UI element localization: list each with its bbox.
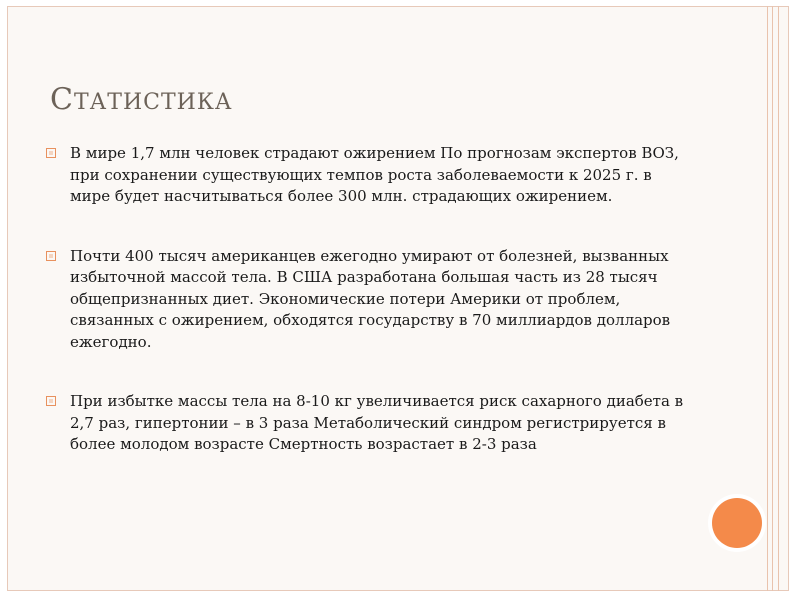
bullet-text: В мире 1,7 млн человек страдают ожирением По прогнозам экспертов ВОЗ, при сохранении существующих темпов роста заболеваемости к 2025 г. в мире будет насчитываться более 300 млн. страдающих ожирением. [70, 144, 679, 205]
bullet-text: Почти 400 тысяч американцев ежегодно умирают от болезней, вызванных избыточной массой тела. В США разработана большая часть из 28 тысяч общепризнанных диет. Экономические потери Америки от проблем, связанных с ожирением, обходятся государству в 70 миллиардов долларов ежегодно. [70, 246, 671, 351]
square-bullet-icon [46, 251, 56, 261]
decorative-rule [778, 6, 779, 591]
bullet-text: При избытке массы тела на 8-10 кг увеличивается риск сахарного диабета в 2,7 раз, гипертонии – в 3 раза Метаболический синдром регистрируется в более молодом возрасте Смертность возрастает в 2-3 раза [70, 392, 684, 453]
square-bullet-icon [46, 396, 56, 406]
decorative-rule [772, 6, 773, 591]
slide-title: СТАТИСТИКА [50, 82, 233, 117]
decorative-circle [712, 498, 762, 548]
square-bullet-icon [46, 148, 56, 158]
bullet-list [46, 143, 696, 456]
bullet-item [46, 143, 696, 208]
decorative-rule [767, 6, 768, 591]
bullet-item [46, 391, 696, 456]
bullet-item [46, 246, 696, 354]
